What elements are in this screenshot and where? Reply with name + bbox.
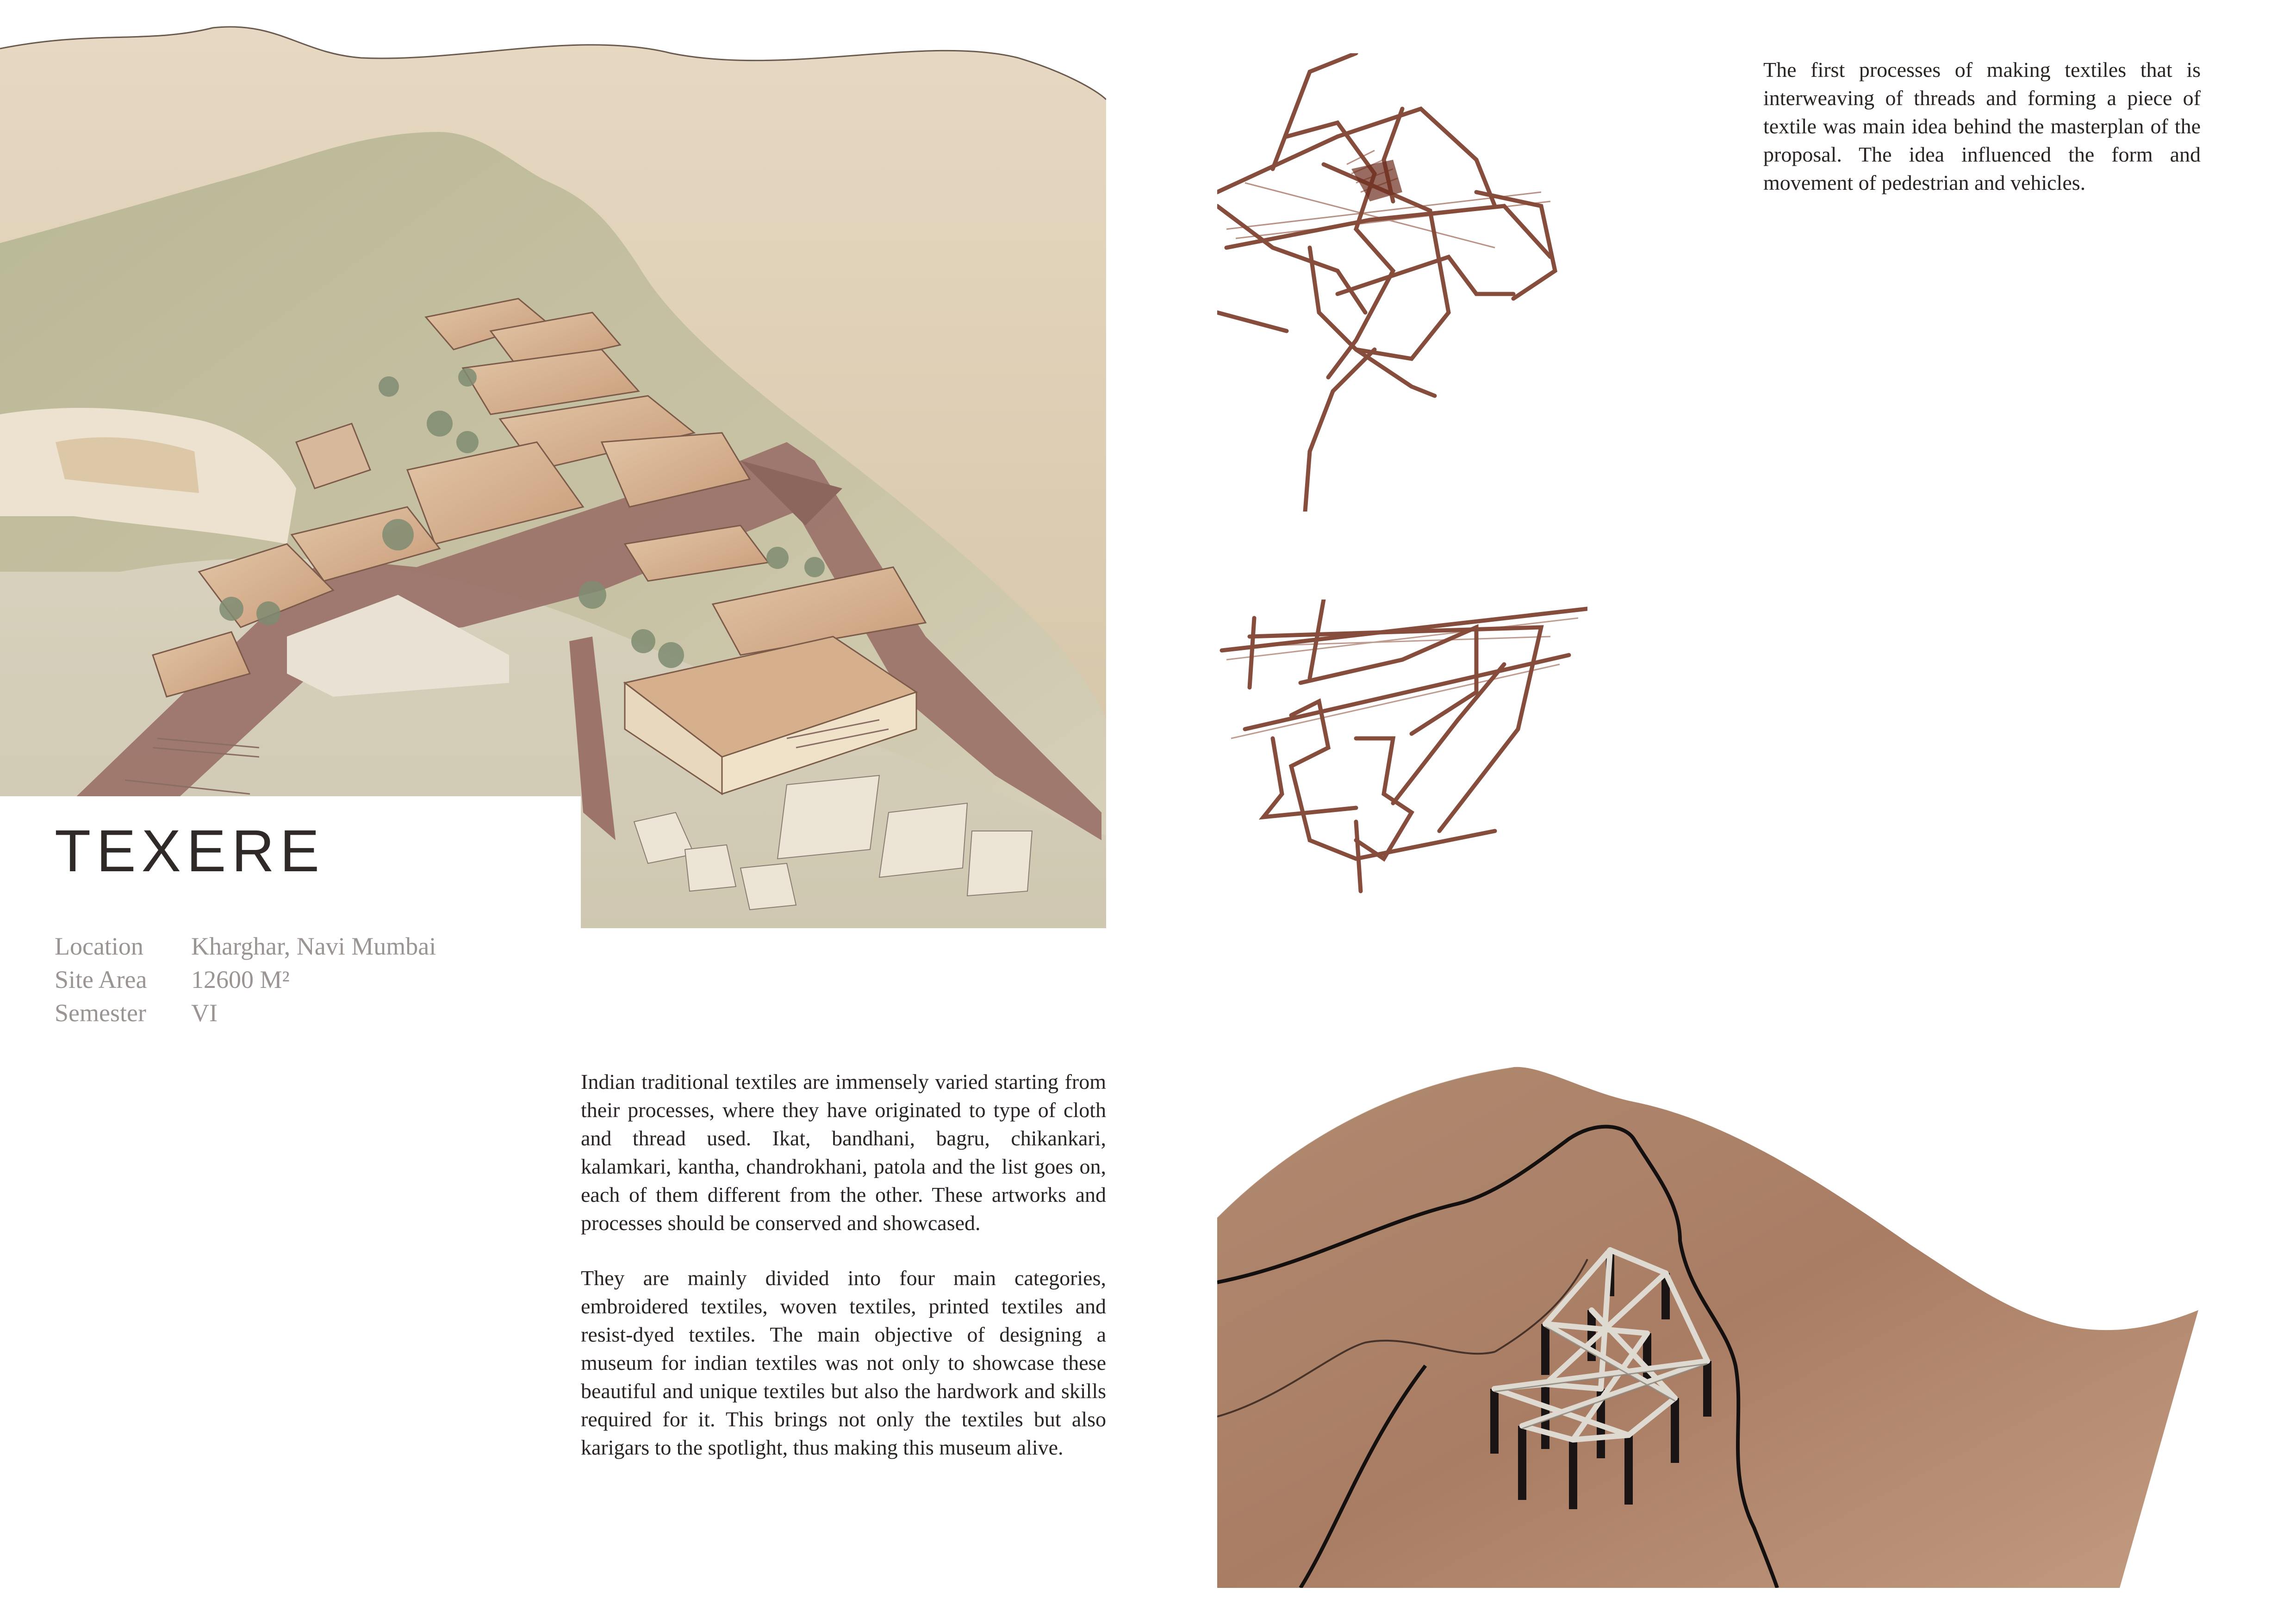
info-row-semester [55,996,436,1030]
intro-paragraph: Indian traditional textiles are immensely varied starting from their processes, where they have originated to type of cloth and thread used. Ikat, bandhani, bagru, chikankari, kalamkari, kantha, chandrokhani, patola and the list goes on, each of them different from the other. These artworks and processes should be conserved and showcased. [581,1070,1106,1235]
info-row-location [55,930,436,963]
concept-sketch-weave [1217,53,1569,512]
info-row-site-area [55,963,436,996]
site-aerial-render [0,25,1106,928]
concept-model-render [1217,1065,2198,1588]
info-label: Site Area [55,966,147,993]
info-value: VI [191,999,218,1027]
info-value: Kharghar, Navi Mumbai [191,932,436,960]
project-info-table [55,930,436,1030]
info-label: Semester [55,999,146,1027]
categories-paragraph: They are mainly divided into four main categories, embroidered textiles, woven textiles, printed textiles and resist-dyed textiles. The main objective of designing a museum for indian textiles was not only to showcase these beautiful and unique textiles but also the hardwork and skills required for it. This brings not only the textiles but also karigars to the spotlight, thus making this museum alive. [581,1266,1106,1459]
info-label: Location [55,932,143,960]
info-value: 12600 M² [191,966,290,993]
concept-sketch-lines [1217,600,1587,914]
project-title: TEXERE [55,818,325,884]
concept-paragraph: The first processes of making textiles that is interweaving of threads and forming a piece of textile was main idea behind the masterplan of the proposal. The idea influenced the form and movement of pedestrian and vehicles. [1763,58,2201,194]
